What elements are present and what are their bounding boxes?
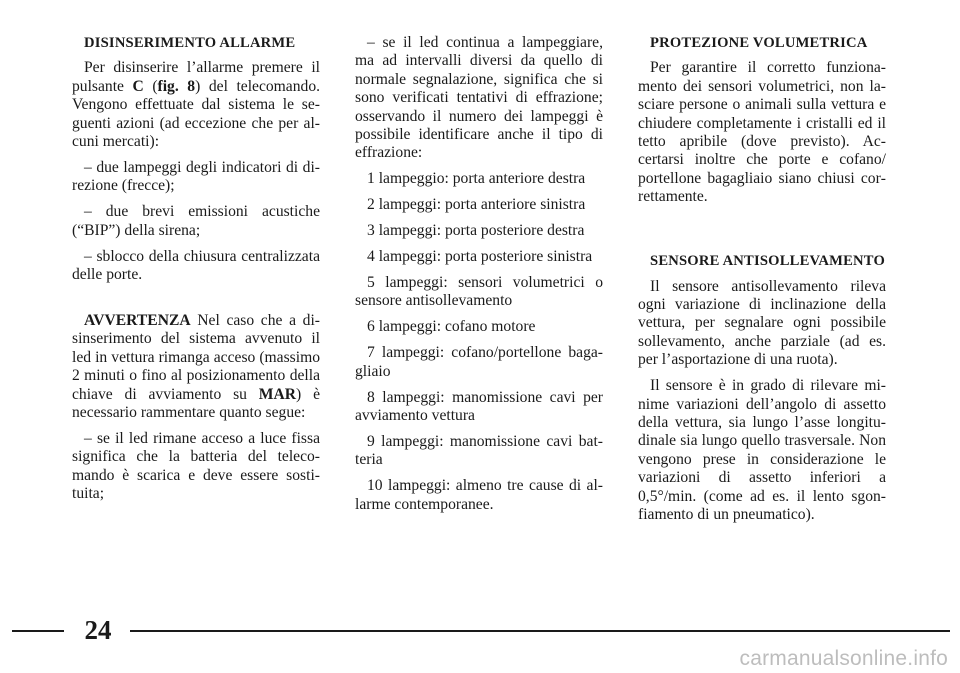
key-position-mar: MAR <box>258 385 297 403</box>
list-item: – due brevi emissioni acustiche (“BIP”) della sirena; <box>72 203 320 239</box>
list-item: 1 lampeggio: porta anteriore destra <box>367 170 586 188</box>
heading-sensore-antisollevamento: SENSORE ANTISOLLEVAMENTO <box>650 253 885 270</box>
list-item: 9 lampeggi: manomissione cavi batteria <box>355 432 603 469</box>
text-run: Nel caso che a disinserimento del sistema avvenuto il led in vettura rimanga acceso (massimo 2 minuti o fino al posizionamento della chiave di avviamento su <box>72 311 320 403</box>
spacer <box>72 292 320 312</box>
list-item: 7 lampeggi: cofano/portellone bagagliaio <box>355 344 603 380</box>
page-number: 24 <box>84 615 112 645</box>
paragraph-sensore-2: Il sensore è in grado di rilevare minime variazioni dell’angolo di assetto della vettura, sia lungo l’asse longitudinale sia lungo quello trasversale. Non vengono prese in considerazione le variazioni di assetto inferiori a 0,5°/min. (come ad es. il lento sgonfiamento di un pneumatico). <box>638 377 886 523</box>
button-c-ref: C <box>132 77 144 95</box>
list-item: 2 lampeggi: porta anteriore sinistra <box>367 196 586 214</box>
text-run: Per disinserire l’allarme premere il pulsante <box>72 59 320 95</box>
column-left <box>72 34 320 511</box>
paragraph-avvertenza <box>72 312 320 422</box>
paragraph-protezione: Per garantire il corretto funzionamento dei sensori volumetrici, non lasciare persone o animali sulla vettura e chiudere completamente i cristalli ed il tetto apribile (dove previsto). Accertarsi inoltre che porte e cofano/ portellone bagagliaio siano chiusi correttamente. <box>638 59 886 206</box>
text-run: ) è necessario rammentare quanto segue: <box>72 385 321 421</box>
footer-rule-left <box>12 630 64 632</box>
list-item: 5 lampeggi: sensori volumetrici o sensore antisollevamento <box>355 273 603 310</box>
paragraph-sensore-1: Il sensore antisollevamento rileva ogni variazione di inclinazione della vettura, per segnalare ogni possibile sollevamento, anche parziale (ad es. per l’asportazione di una ruota). <box>638 277 886 369</box>
footer-rule-right <box>130 630 950 632</box>
paragraph-disinserire <box>72 59 320 151</box>
heading-disinserimento: DISINSERIMENTO ALLARME <box>84 35 296 51</box>
text-run: ) del telecomando. Vengono effettuate dal sistema le seguenti azioni (ad eccezione che per alcuni mercati): <box>72 77 321 151</box>
list-item: – sblocco della chiusura centralizzata delle porte. <box>72 247 320 283</box>
warning-label: AVVERTENZA <box>84 311 191 329</box>
text-run: ( <box>143 77 158 95</box>
paragraph-intro: – se il led continua a lampeggiare, ma ad intervalli diversi da quello di normale segnalazione, significa che si sono verificati tentativi di effrazione; osservando il numero dei lampeggi è possibile identificare anche il tipo di effrazione: <box>355 34 603 162</box>
list-item: 10 lampeggi: almeno tre cause di allarme contemporanee. <box>355 477 603 513</box>
list-item: 3 lampeggi: porta posteriore destra <box>367 222 585 240</box>
list-item: – se il led rimane acceso a luce fissa significa che la batteria del telecomando è scarica e deve essere sostituita; <box>72 429 320 503</box>
list-item: – due lampeggi degli indicatori di direzione (frecce); <box>72 158 320 195</box>
spacer <box>638 214 886 252</box>
figure-ref: fig. 8 <box>157 77 196 95</box>
column-right <box>638 34 886 532</box>
list-item: 8 lampeggi: manomissione cavi per avviamento vettura <box>355 388 603 424</box>
watermark: carmanualsonline.info <box>739 647 948 670</box>
list-item: 4 lampeggi: porta posteriore sinistra <box>367 248 593 266</box>
page-footer <box>0 612 960 652</box>
column-middle <box>355 34 603 521</box>
heading-protezione-volumetrica: PROTEZIONE VOLUMETRICA <box>650 35 868 51</box>
list-item: 6 lampeggi: cofano motore <box>367 318 536 336</box>
